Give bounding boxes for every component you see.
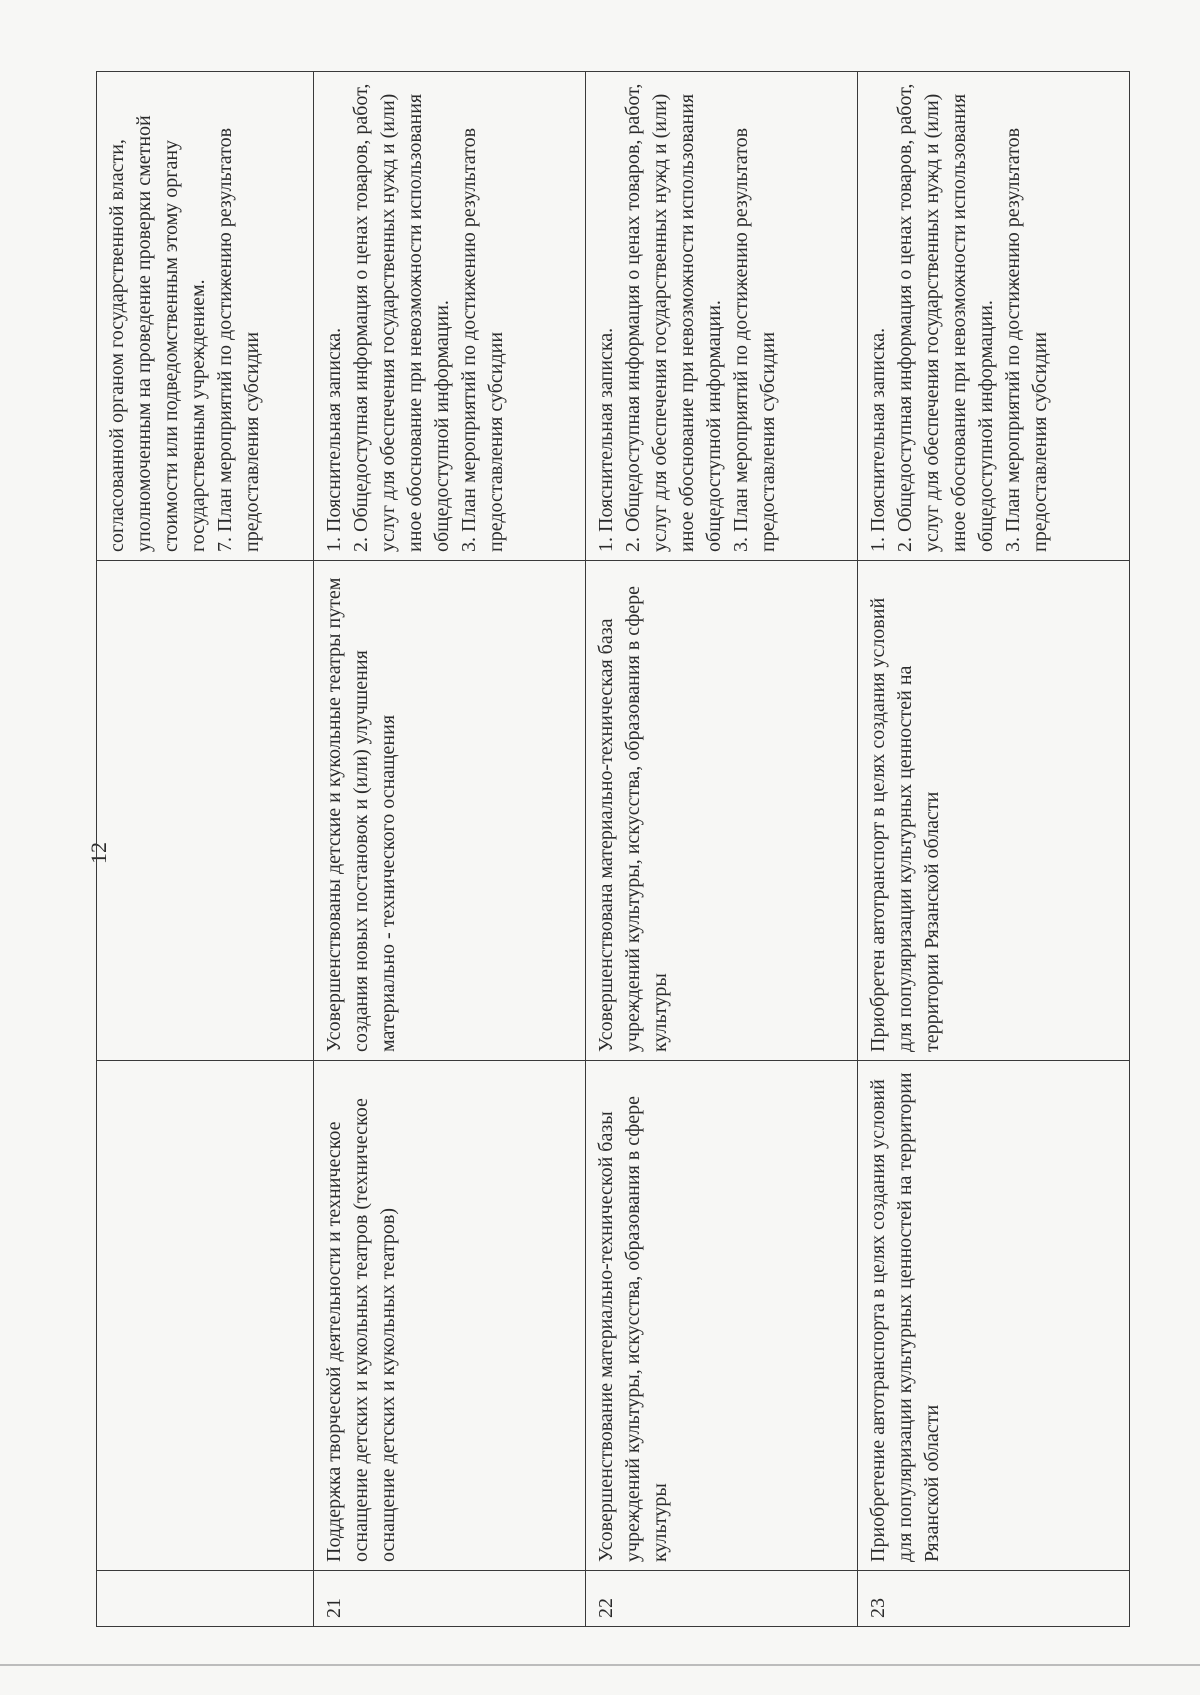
table-row — [97, 72, 314, 1627]
result-cell: Приобретен автотранспорт в целях создания условий для популяризации культурных ценностей на территории Рязанской области — [858, 561, 1130, 1061]
row-number-cell: 22 — [586, 1571, 858, 1627]
page-number: 12 — [86, 842, 111, 864]
row-number-cell: 21 — [314, 1571, 586, 1627]
table-row — [858, 72, 1130, 1627]
measure-name-cell: Приобретение автотранспорта в целях создания условий для популяризации культурных ценностей на территории Рязанской области — [858, 1061, 1130, 1571]
documents-cell: 1. Пояснительная записка. 2. Общедоступная информация о ценах товаров, работ, услуг для обеспечения государственных нужд и (или) иное обоснование при невозможности использования общедоступной информации. 3. План мероприятий по достижению результатов предоставления субсидии — [858, 72, 1130, 561]
measure-name-cell: Поддержка творческой деятельности и техническое оснащение детских и кукольных театров (техническое оснащение детских и кукольных театров) — [314, 1061, 586, 1571]
measure-name-cell: Усовершенствование материально-технической базы учреждений культуры, искусства, образования в сфере культуры — [586, 1061, 858, 1571]
table-row — [314, 72, 586, 1627]
result-cell: Усовершенствованы детские и кукольные театры путем создания новых постановок и (или) улучшения материально - технического оснащения — [314, 561, 586, 1061]
documents-cell: 1. Пояснительная записка. 2. Общедоступная информация о ценах товаров, работ, услуг для обеспечения государственных нужд и (или) иное обоснование при невозможности использования общедоступной информации. 3. План мероприятий по достижению результатов предоставления субсидии — [586, 72, 858, 561]
row-number-cell — [97, 1571, 314, 1627]
rotated-table-sheet — [96, 72, 1129, 1627]
row-number-cell: 23 — [858, 1571, 1130, 1627]
table-row — [586, 72, 858, 1627]
result-cell: Усовершенствована материально-техническая база учреждений культуры, искусства, образования в сфере культуры — [586, 561, 858, 1061]
measure-name-cell — [97, 1061, 314, 1571]
subsidy-table — [96, 71, 1130, 1627]
scan-bottom-edge — [0, 1664, 1200, 1666]
result-cell — [97, 561, 314, 1061]
documents-cell: 1. Пояснительная записка. 2. Общедоступная информация о ценах товаров, работ, услуг для обеспечения государственных нужд и (или) иное обоснование при невозможности использования общедоступной информации. 3. План мероприятий по достижению результатов предоставления субсидии — [314, 72, 586, 561]
documents-cell: согласованной органом государственной власти, уполномоченным на проведение проверки сметной стоимости или подведомственным этому органу государственным учреждением. 7. План мероприятий по достижению результатов предоставления субсидии — [97, 72, 314, 561]
